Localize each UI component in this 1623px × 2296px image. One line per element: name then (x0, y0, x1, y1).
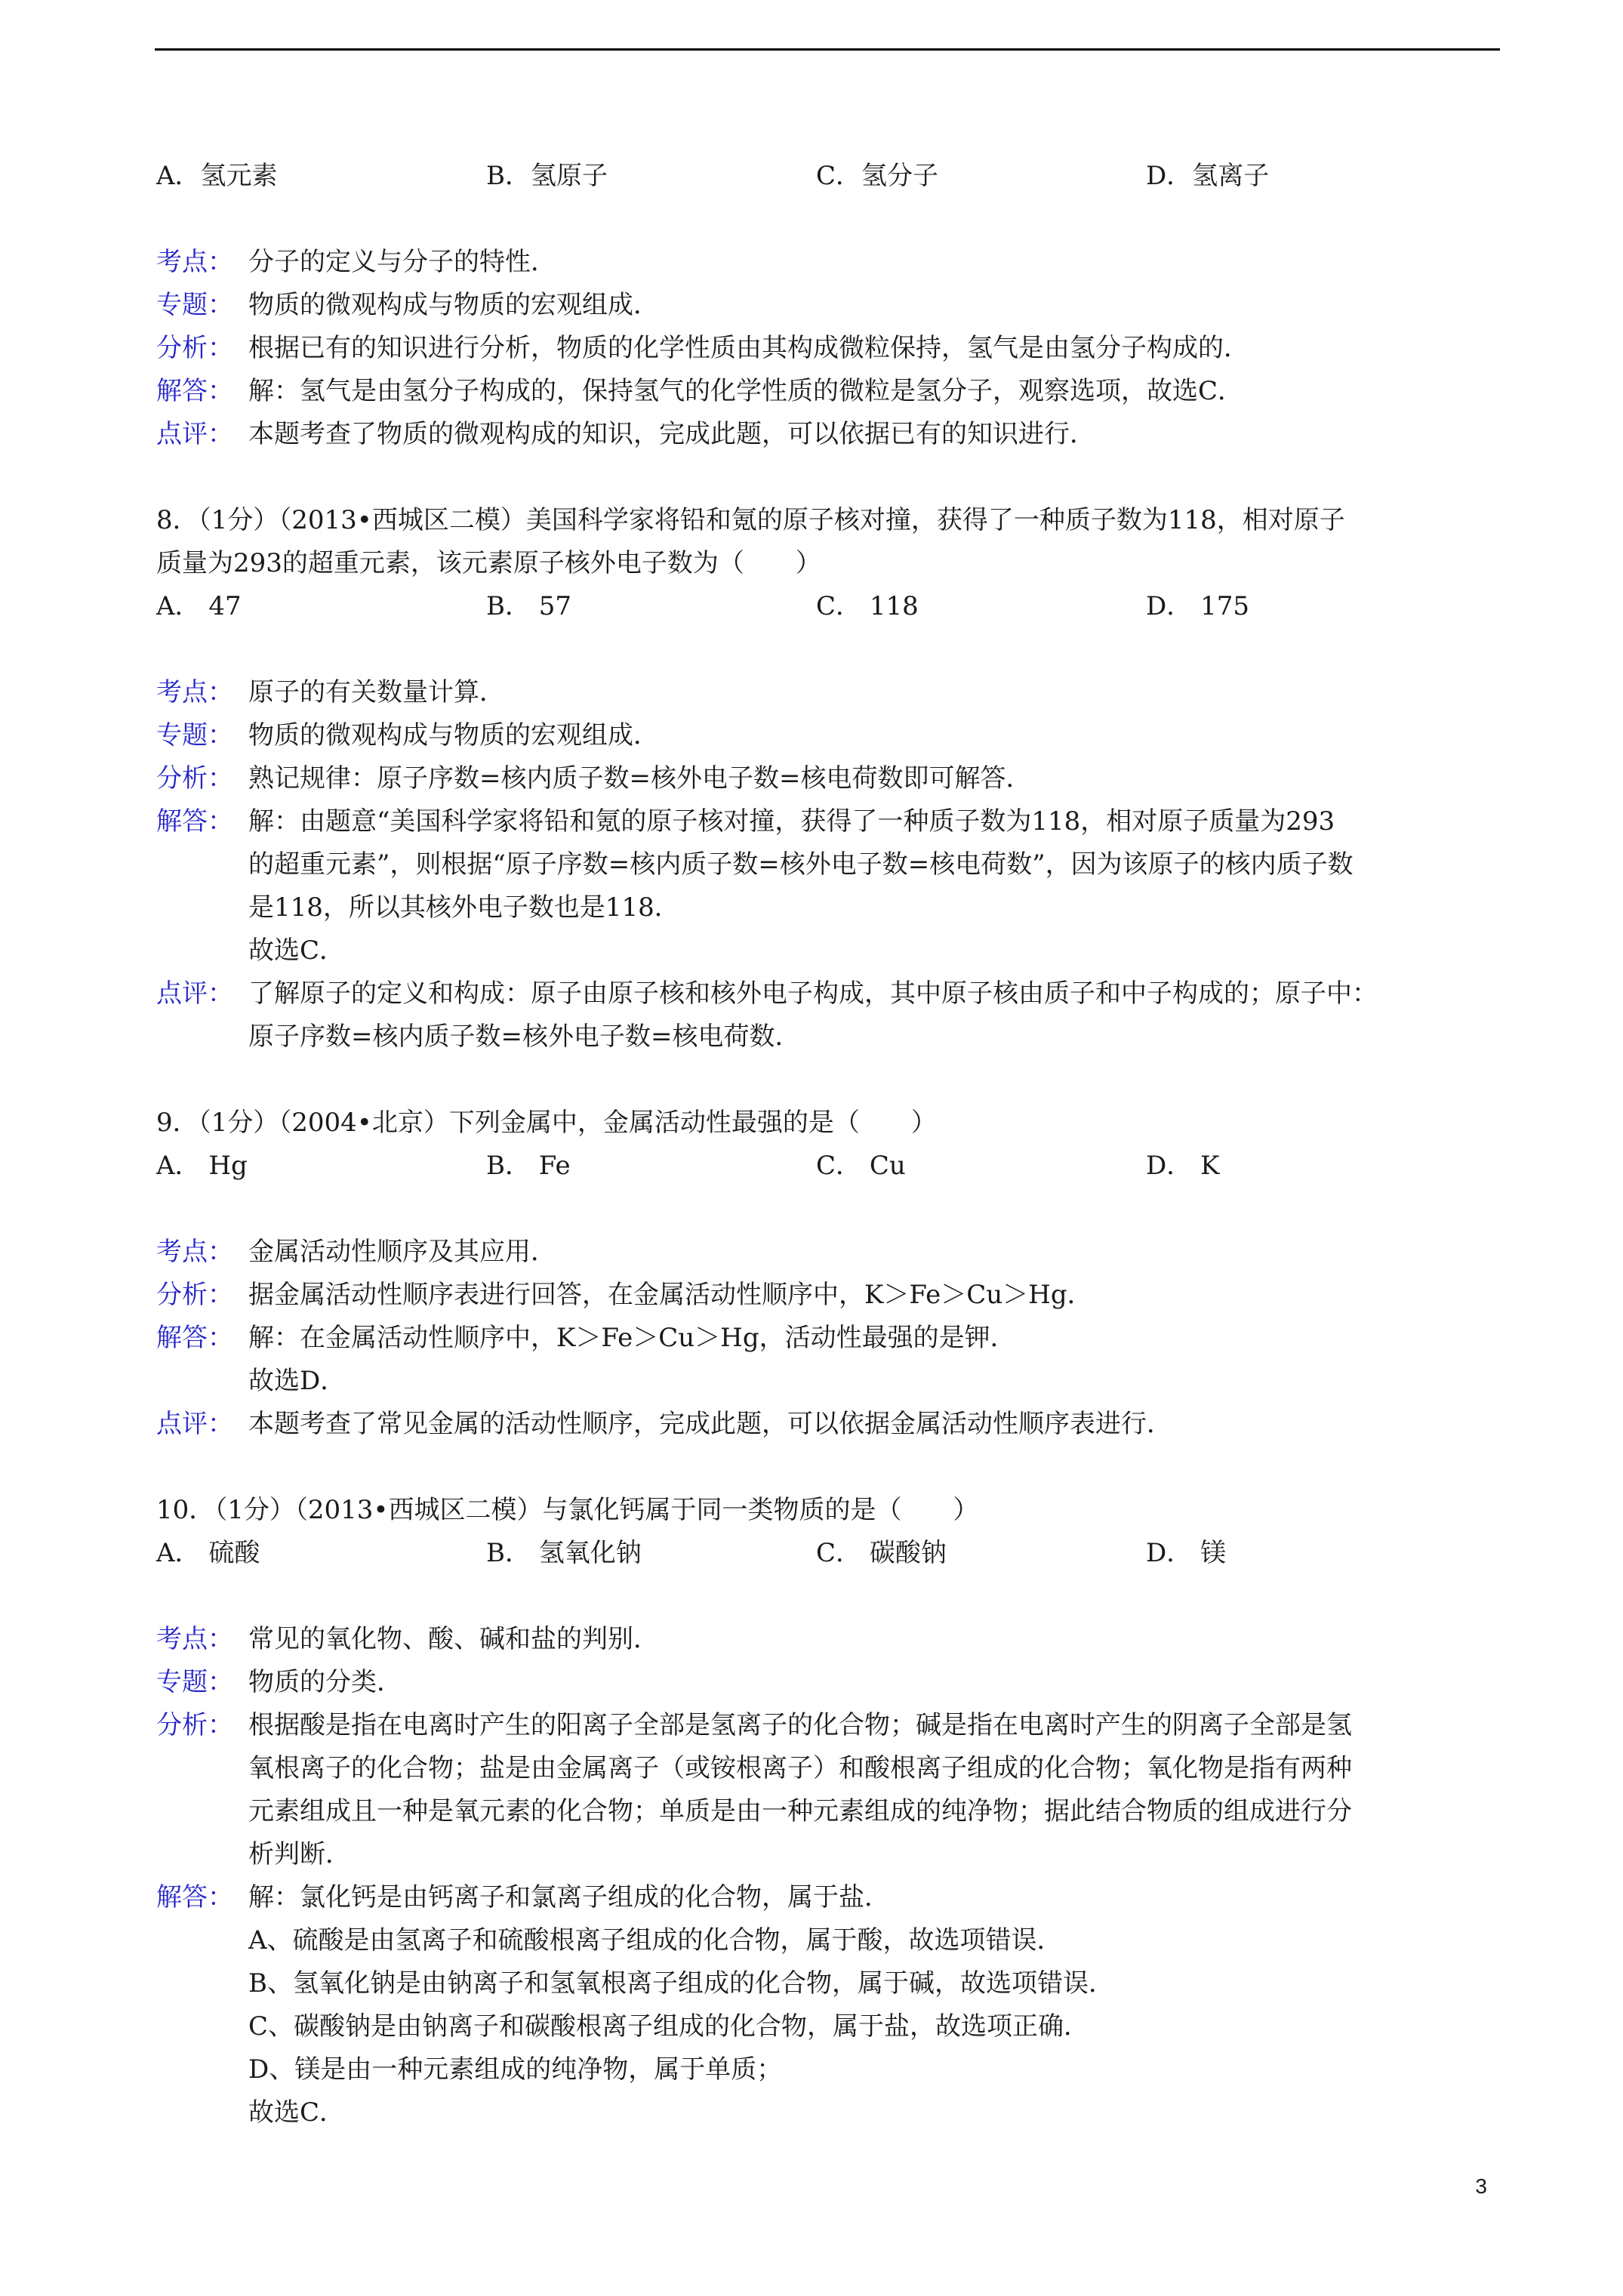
header-rule (155, 48, 1500, 51)
page-number: 3 (1475, 2174, 1487, 2198)
dianping-line: 原子序数=核内质子数=核外电子数=核电荷数． (248, 1022, 801, 1052)
label-zhuanti: 专题： (156, 290, 233, 320)
jieda-line: 的超重元素”，则根据“原子序数=核内质子数=核外电子数=核电荷数”，因为该原子的核内质子数 (248, 849, 1354, 880)
jieda-line: C、碳酸钠是由钠离子和碳酸根离子组成的化合物，属于盐，故选项正确． (248, 2011, 1090, 2042)
q10-stem: 10．（1分）（2013•西城区二模）与氯化钙属于同一类物质的是（ ） (156, 1495, 979, 1525)
a7-zhuanti (156, 284, 1500, 327)
a7-dianping (156, 413, 1500, 456)
fenxi-line: 根据酸是指在电离时产生的阳离子全部是氢离子的化合物；碱是指在电离时产生的阴离子全部是氢 (248, 1710, 1352, 1740)
label-kaodian: 考点： (156, 247, 233, 277)
option-d: D． 镁 (1146, 1538, 1227, 1568)
label-dianping: 点评： (156, 1409, 233, 1439)
label-kaodian: 考点： (156, 1624, 233, 1654)
fenxi-line: 析判断． (248, 1839, 351, 1869)
option-c: C． 118 (816, 591, 919, 621)
q8-stem-line-2: 质量为293的超重元素，该元素原子核外电子数为（ ） (156, 548, 821, 578)
jieda-line: 是118，所以其核外电子数也是118． (248, 892, 680, 923)
q7-options (156, 155, 1500, 198)
label-zhuanti: 专题： (156, 1667, 233, 1697)
jieda-text: 解：氢气是由氢分子构成的，保持氢气的化学性质的微粒是氢分子，观察选项，故选C． (248, 376, 1244, 406)
a7-fenxi (156, 327, 1500, 370)
q10-options (156, 1532, 1500, 1575)
option-c: C．氢分子 (816, 161, 939, 191)
a8-zhuanti (156, 714, 1500, 757)
zhuanti-text: 物质的微观构成与物质的宏观组成． (248, 290, 659, 320)
a8-jieda (156, 800, 1500, 972)
label-jieda: 解答： (156, 806, 233, 837)
label-dianping: 点评： (156, 978, 233, 1009)
label-dianping: 点评： (156, 419, 233, 449)
jieda-line: A、硫酸是由氢离子和硫酸根离子组成的化合物，属于酸，故选项错误． (248, 1925, 1063, 1955)
jieda-line: 解：由题意“美国科学家将铅和氪的原子核对撞，获得了一种质子数为118，相对原子质量为293 (248, 806, 1335, 837)
dianping-line: 了解原子的定义和构成：原子由原子核和核外电子构成，其中原子核由质子和中子构成的；原子中： (248, 978, 1378, 1009)
a7-jieda (156, 370, 1500, 413)
jieda-line: B、氢氧化钠是由钠离子和氢氧根离子组成的化合物，属于碱，故选项错误． (248, 1968, 1114, 1999)
a7-kaodian (156, 241, 1500, 284)
q8-options (156, 585, 1500, 628)
jieda-line: 解：氯化钙是由钙离子和氯离子组成的化合物，属于盐． (248, 1882, 890, 1912)
option-c: C． Cu (816, 1151, 906, 1181)
option-a: A． 47 (156, 591, 242, 621)
fenxi-line: 氧根离子的化合物；盐是由金属离子（或铵根离子）和酸根离子组成的化合物；氧化物是指有两种 (248, 1753, 1352, 1783)
a9-dianping (156, 1403, 1500, 1446)
fenxi-line: 元素组成且一种是氧元素的化合物；单质是由一种元素组成的纯净物；据此结合物质的组成进行分 (248, 1796, 1352, 1826)
fenxi-text: 熟记规律：原子序数=核内质子数=核外电子数=核电荷数即可解答． (248, 763, 1032, 794)
label-fenxi: 分析： (156, 1710, 233, 1740)
jieda-line: 解：在金属活动性顺序中，K＞Fe＞Cu＞Hg，活动性最强的是钾． (248, 1323, 1016, 1353)
q9-options (156, 1145, 1500, 1188)
kaodian-text: 金属活动性顺序及其应用． (248, 1237, 556, 1267)
fenxi-text: 根据已有的知识进行分析，物质的化学性质由其构成微粒保持，氢气是由氢分子构成的． (248, 333, 1249, 363)
label-fenxi: 分析： (156, 763, 233, 794)
label-fenxi: 分析： (156, 1280, 233, 1310)
option-d: D． K (1146, 1151, 1220, 1181)
jieda-line: 故选C． (248, 2097, 346, 2128)
option-b: B． 57 (486, 591, 572, 621)
fenxi-text: 据金属活动性顺序表进行回答，在金属活动性顺序中，K＞Fe＞Cu＞Hg． (248, 1280, 1093, 1310)
dianping-text: 本题考查了常见金属的活动性顺序，完成此题，可以依据金属活动性顺序表进行． (248, 1409, 1172, 1439)
option-a: A． 硫酸 (156, 1538, 260, 1568)
a9-kaodian (156, 1231, 1500, 1274)
option-d: D． 175 (1146, 591, 1249, 621)
jieda-line: 故选D． (248, 1366, 346, 1396)
a9-fenxi (156, 1274, 1500, 1317)
kaodian-text: 原子的有关数量计算． (248, 677, 505, 707)
option-c: C． 碳酸钠 (816, 1538, 947, 1568)
label-zhuanti: 专题： (156, 720, 233, 750)
q9-stem: 9．（1分）（2004•北京）下列金属中，金属活动性最强的是（ ） (156, 1108, 937, 1138)
a10-kaodian (156, 1618, 1500, 1661)
label-fenxi: 分析： (156, 333, 233, 363)
option-b: B． Fe (486, 1151, 571, 1181)
a8-dianping (156, 972, 1500, 1059)
dianping-text: 本题考查了物质的微观构成的知识，完成此题，可以依据已有的知识进行． (248, 419, 1095, 449)
label-jieda: 解答： (156, 376, 233, 406)
kaodian-text: 分子的定义与分子的特性． (248, 247, 556, 277)
a8-fenxi (156, 757, 1500, 800)
option-a: A．氢元素 (156, 161, 278, 191)
a8-kaodian (156, 671, 1500, 714)
jieda-line: 故选C． (248, 935, 346, 966)
a10-jieda (156, 1876, 1500, 2134)
a10-zhuanti (156, 1661, 1500, 1704)
label-jieda: 解答： (156, 1882, 233, 1912)
label-jieda: 解答： (156, 1323, 233, 1353)
q8-stem-line-1: 8．（1分）（2013•西城区二模）美国科学家将铅和氪的原子核对撞，获得了一种质子数为118，相对原子 (156, 505, 1345, 535)
kaodian-text: 常见的氧化物、酸、碱和盐的判别． (248, 1624, 659, 1654)
option-b: B．氢原子 (486, 161, 608, 191)
zhuanti-text: 物质的分类． (248, 1667, 402, 1697)
label-kaodian: 考点： (156, 1237, 233, 1267)
page-content (156, 155, 1500, 2134)
a9-jieda (156, 1317, 1500, 1403)
label-kaodian: 考点： (156, 677, 233, 707)
option-a: A． Hg (156, 1151, 248, 1181)
a10-fenxi (156, 1704, 1500, 1876)
option-b: B． 氢氧化钠 (486, 1538, 642, 1568)
option-d: D．氢离子 (1146, 161, 1270, 191)
zhuanti-text: 物质的微观构成与物质的宏观组成． (248, 720, 659, 750)
jieda-line: D、镁是由一种元素组成的纯净物，属于单质； (248, 2054, 783, 2085)
